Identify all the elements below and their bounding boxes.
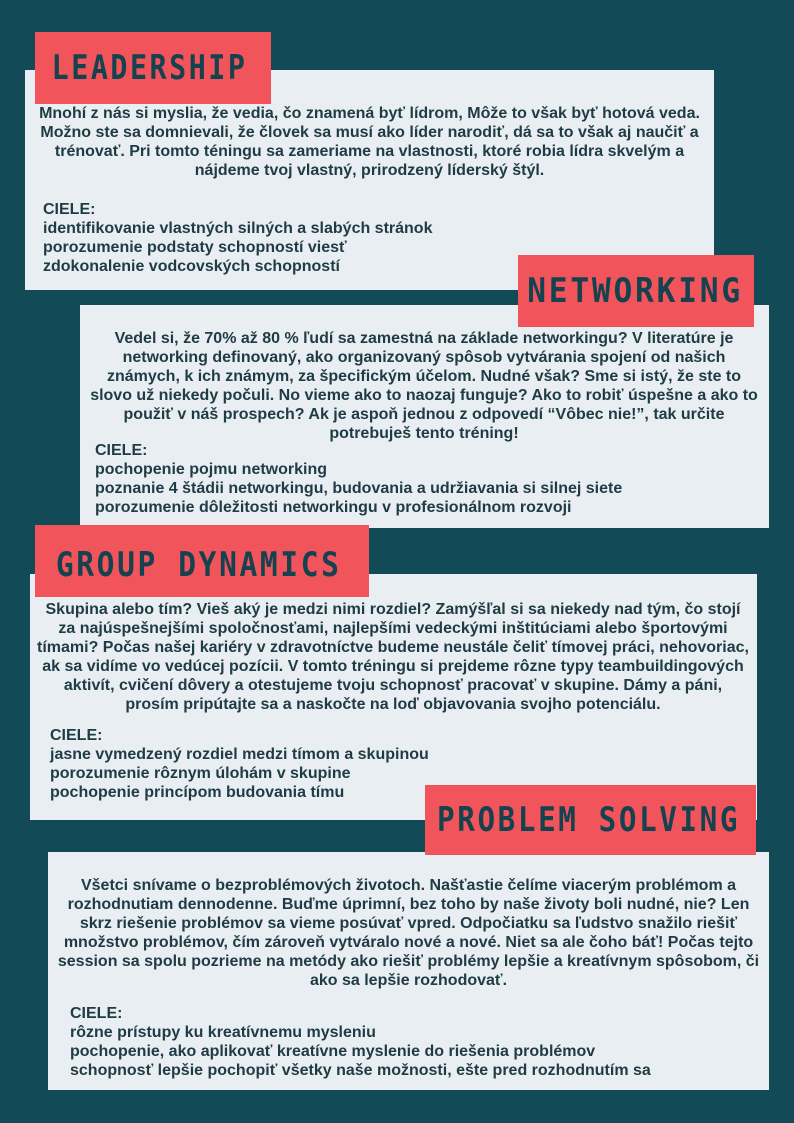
group-dynamics-description: Skupina alebo tím? Vieš aký je medzi nimi rozdiel? Zamýšľal si sa niekedy nad tým, čo stojí za najúspešnejšími spoločnosťami, najlepšími vedeckými inštitúciami alebo športovými tímami? Počas našej kariéry v zdravotníctve budeme neustále čeliť tímovej práci, nehovoriac, ak sa vidíme vo vedúcej pozícii. V tomto tréningu si prejdeme rôzne typy teambuildingových aktivít, cvičení dôvery a otestujeme tvoju schopnosť pracovať v skupine. Dámy a páni, prosím pripútajte sa a naskočte na loď objavovania svojho potenciálu. bbox=[37, 601, 749, 713]
problem-solving-goals bbox=[70, 1004, 760, 1080]
problem-solving-title: PROBLEM SOLVING bbox=[437, 800, 741, 840]
group-dynamics-goal: pochopenie princípom budovania tímu bbox=[50, 784, 345, 801]
problem-solving-title-tag bbox=[425, 785, 756, 855]
leadership-goal: zdokonalenie vodcovských schopností bbox=[43, 258, 340, 275]
group-dynamics-goal: jasne vymedzený rozdiel medzi tímom a skupinou bbox=[50, 746, 429, 763]
group-dynamics-goals-label: CIELE: bbox=[50, 727, 103, 744]
networking-goals-label: CIELE: bbox=[95, 442, 148, 459]
networking-description: Vedel si, že 70% až 80 % ľudí sa zamestná na základe networkingu? V literatúre je networking definovaný, ako organizovaný spôsob vytvárania spojení od našich známych, k ich známym, za špecifickým účelom. Nudné však? Sme si istý, že ste to slovo už niekedy počuli. No vieme ako to naozaj funguje? Ako to robiť úspešne a ako to použiť v náš prospech? Ak je aspoň jednou z odpovedí “Vôbec nie!”, tak určite potrebuješ tento tréning! bbox=[90, 330, 758, 442]
group-dynamics-title: GROUP DYNAMICS bbox=[55, 545, 342, 585]
networking-title: NETWORKING bbox=[527, 271, 743, 311]
problem-solving-goals-label: CIELE: bbox=[70, 1005, 123, 1022]
problem-solving-goal: pochopenie, ako aplikovať kreatívne myslenie do riešenia problémov bbox=[70, 1043, 596, 1060]
leadership-description: Mnohí z nás si myslia, že vedia, čo znamená byť lídrom, Môže to však byť hotová veda. Možno ste sa domnievali, že človek sa musí ako líder narodiť, dá sa to však aj naučiť a trénovať. Pri tomto téningu sa zameriame na vlastnosti, ktoré robia lídra skvelým a nájdeme tvoj vlastný, prirodzený líderský štýl. bbox=[39, 105, 700, 179]
networking-goal: porozumenie dôležitosti networkingu v profesionálnom rozvoji bbox=[95, 499, 572, 516]
networking-title-tag bbox=[518, 255, 754, 327]
group-dynamics-goal: porozumenie rôznym úlohám v skupine bbox=[50, 765, 351, 782]
leadership-goal: identifikovanie vlastných silných a slabých stránok bbox=[43, 220, 433, 237]
leadership-title: LEADERSHIP bbox=[51, 48, 248, 88]
group-dynamics-title-tag bbox=[35, 525, 369, 597]
problem-solving-goal: rôzne prístupy ku kreatívnemu mysleniu bbox=[70, 1024, 376, 1041]
leadership-goals-label: CIELE: bbox=[43, 201, 96, 218]
leadership-title-tag bbox=[35, 32, 271, 104]
networking-goal: pochopenie pojmu networking bbox=[95, 461, 327, 478]
networking-goals-list bbox=[95, 460, 755, 517]
problem-solving-goals-list bbox=[70, 1023, 760, 1080]
networking-goal: poznanie 4 štádii networkingu, budovania a udržiavania si silnej siete bbox=[95, 480, 623, 497]
networking-goals bbox=[95, 441, 755, 517]
leadership-goal: porozumenie podstaty schopností viesť bbox=[43, 239, 347, 256]
problem-solving-goal: schopnosť lepšie pochopiť všetky naše možnosti, ešte pred rozhodnutím sa bbox=[70, 1062, 651, 1079]
problem-solving-description: Všetci snívame o bezproblémových životoch. Našťastie čelíme viacerým problémom a rozhodnutiam dennodenne. Buďme úprimní, bez toho by naše životy boli nudné, nie? Len skrz riešenie problémov sa vieme posúvať vpred. Odpočiatku sa ľudstvo snažilo riešiť množstvo problémov, čím zároveň vytváralo nové a nové. Niet sa ale čoho báť! Počas tejto session sa spolu pozrieme na metódy ako riešiť problémy lepšie a kreatívnym spôsobom, či ako sa lepšie rozhodovať. bbox=[57, 877, 760, 989]
